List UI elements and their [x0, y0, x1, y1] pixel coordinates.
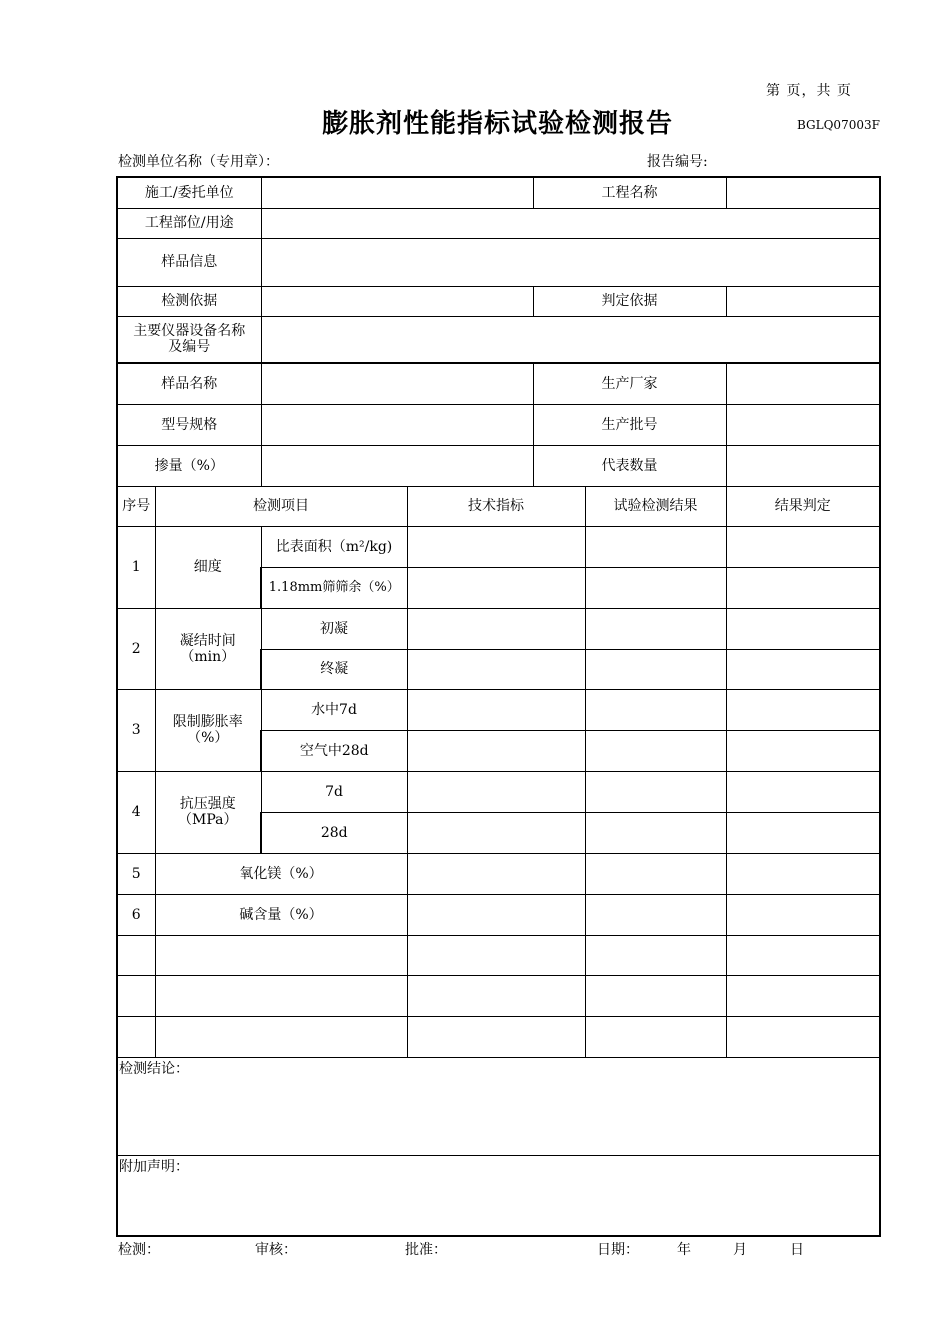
report-form-table	[116, 176, 881, 1237]
item-sub: 终凝	[261, 649, 407, 689]
blank-item[interactable]	[155, 975, 407, 1016]
judgement-cell[interactable]	[726, 1016, 880, 1057]
statement-row	[117, 1155, 880, 1236]
col-judgement-header: 结果判定	[726, 486, 880, 526]
result-cell[interactable]	[585, 649, 726, 689]
judgement-cell[interactable]	[726, 771, 880, 812]
judgement-cell[interactable]	[726, 894, 880, 935]
report-title: 膨胀剂性能指标试验检测报告	[322, 109, 674, 139]
year-label: 年	[677, 1242, 691, 1258]
result-cell[interactable]	[585, 608, 726, 649]
test-basis-value[interactable]	[261, 286, 533, 316]
equipment-value[interactable]	[261, 316, 880, 363]
spec-cell[interactable]	[407, 935, 585, 975]
item-seq: 3	[117, 689, 155, 771]
blank-item[interactable]	[155, 1016, 407, 1057]
judge-basis-value[interactable]	[726, 286, 880, 316]
col-item-header: 检测项目	[155, 486, 407, 526]
result-cell[interactable]	[585, 935, 726, 975]
item-seq: 4	[117, 771, 155, 853]
testing-org-label: 检测单位名称（专用章）：	[118, 154, 279, 170]
judgement-cell[interactable]	[726, 975, 880, 1016]
result-cell[interactable]	[585, 853, 726, 894]
judgement-cell[interactable]	[726, 649, 880, 689]
judge-basis-label: 判定依据	[533, 286, 726, 316]
item-row	[117, 608, 880, 649]
result-cell[interactable]	[585, 689, 726, 730]
item-seq: 5	[117, 853, 155, 894]
manufacturer-value[interactable]	[726, 363, 880, 404]
statement-label[interactable]: 附加声明：	[117, 1155, 880, 1236]
item-name: 细度	[155, 526, 261, 608]
project-name-value[interactable]	[726, 177, 880, 208]
approver-label: 批准：	[405, 1242, 447, 1258]
item-sub: 比表面积（m²/kg)	[261, 526, 407, 567]
test-basis-label: 检测依据	[117, 286, 261, 316]
batch-no-label: 生产批号	[533, 404, 726, 445]
item-row	[117, 689, 880, 730]
spec-cell[interactable]	[407, 567, 585, 608]
judgement-cell[interactable]	[726, 730, 880, 771]
batch-no-value[interactable]	[726, 404, 880, 445]
row-sample-info	[117, 238, 880, 286]
sample-info-label: 样品信息	[117, 238, 261, 286]
spec-cell[interactable]	[407, 608, 585, 649]
row-client	[117, 177, 880, 208]
row-project-part	[117, 208, 880, 238]
blank-seq[interactable]	[117, 1016, 155, 1057]
month-label: 月	[733, 1242, 747, 1258]
col-result-header: 试验检测结果	[585, 486, 726, 526]
row-model-spec	[117, 404, 880, 445]
judgement-cell[interactable]	[726, 689, 880, 730]
project-name-label: 工程名称	[533, 177, 726, 208]
item-name: 碱含量（%）	[155, 894, 407, 935]
page-number-info: 第 页，共 页	[766, 83, 852, 99]
spec-cell[interactable]	[407, 771, 585, 812]
item-name: 凝结时间（min）	[155, 608, 261, 689]
report-number-label: 报告编号:	[647, 154, 708, 170]
item-name: 限制膨胀率（%）	[155, 689, 261, 771]
item-sub: 空气中28d	[261, 730, 407, 771]
quantity-value[interactable]	[726, 445, 880, 486]
blank-item[interactable]	[155, 935, 407, 975]
reviewer-label: 审核：	[255, 1242, 297, 1258]
judgement-cell[interactable]	[726, 812, 880, 853]
row-test-basis	[117, 286, 880, 316]
item-row	[117, 771, 880, 812]
result-cell[interactable]	[585, 526, 726, 567]
item-seq: 1	[117, 526, 155, 608]
item-row	[117, 853, 880, 894]
spec-cell[interactable]	[407, 730, 585, 771]
result-cell[interactable]	[585, 567, 726, 608]
date-label: 日期：	[597, 1242, 639, 1258]
result-cell[interactable]	[585, 975, 726, 1016]
item-sub: 水中7d	[261, 689, 407, 730]
item-seq: 2	[117, 608, 155, 689]
row-equipment	[117, 316, 880, 363]
item-row	[117, 526, 880, 567]
result-cell[interactable]	[585, 812, 726, 853]
blank-row	[117, 935, 880, 975]
item-sub: 初凝	[261, 608, 407, 649]
project-part-label: 工程部位/用途	[117, 208, 261, 238]
conclusion-row	[117, 1057, 880, 1155]
manufacturer-label: 生产厂家	[533, 363, 726, 404]
item-sub: 28d	[261, 812, 407, 853]
sample-info-value[interactable]	[261, 238, 880, 286]
item-sub: 7d	[261, 771, 407, 812]
blank-seq[interactable]	[117, 975, 155, 1016]
result-cell[interactable]	[585, 730, 726, 771]
form-code: BGLQ07003F	[797, 118, 880, 132]
dosage-value[interactable]	[261, 445, 533, 486]
spec-cell[interactable]	[407, 894, 585, 935]
judgement-cell[interactable]	[726, 608, 880, 649]
tester-label: 检测：	[118, 1242, 160, 1258]
item-sub: 1.18mm筛筛余（%）	[261, 567, 407, 608]
spec-cell[interactable]	[407, 1016, 585, 1057]
project-part-value[interactable]	[261, 208, 880, 238]
judgement-cell[interactable]	[726, 567, 880, 608]
spec-cell[interactable]	[407, 526, 585, 567]
quantity-label: 代表数量	[533, 445, 726, 486]
sample-name-label: 样品名称	[117, 363, 261, 404]
judgement-cell[interactable]	[726, 935, 880, 975]
col-seq-header: 序号	[117, 486, 155, 526]
spec-cell[interactable]	[407, 649, 585, 689]
spec-cell[interactable]	[407, 975, 585, 1016]
blank-seq[interactable]	[117, 935, 155, 975]
item-row	[117, 894, 880, 935]
item-seq: 6	[117, 894, 155, 935]
model-spec-value[interactable]	[261, 404, 533, 445]
sample-name-value[interactable]	[261, 363, 533, 404]
spec-cell[interactable]	[407, 689, 585, 730]
col-spec-header: 技术指标	[407, 486, 585, 526]
model-spec-label: 型号规格	[117, 404, 261, 445]
equipment-label: 主要仪器设备名称及编号	[117, 316, 261, 363]
column-header-row	[117, 486, 880, 526]
dosage-label: 掺量（%）	[117, 445, 261, 486]
judgement-cell[interactable]	[726, 526, 880, 567]
result-cell[interactable]	[585, 894, 726, 935]
judgement-cell[interactable]	[726, 853, 880, 894]
row-dosage	[117, 445, 880, 486]
result-cell[interactable]	[585, 771, 726, 812]
client-value[interactable]	[261, 177, 533, 208]
day-label: 日	[790, 1242, 804, 1258]
item-name: 抗压强度（MPa）	[155, 771, 261, 853]
blank-row	[117, 1016, 880, 1057]
item-name: 氧化镁（%）	[155, 853, 407, 894]
spec-cell[interactable]	[407, 853, 585, 894]
row-sample-name	[117, 363, 880, 404]
blank-row	[117, 975, 880, 1016]
conclusion-label[interactable]: 检测结论：	[117, 1057, 880, 1155]
client-label: 施工/委托单位	[117, 177, 261, 208]
spec-cell[interactable]	[407, 812, 585, 853]
result-cell[interactable]	[585, 1016, 726, 1057]
